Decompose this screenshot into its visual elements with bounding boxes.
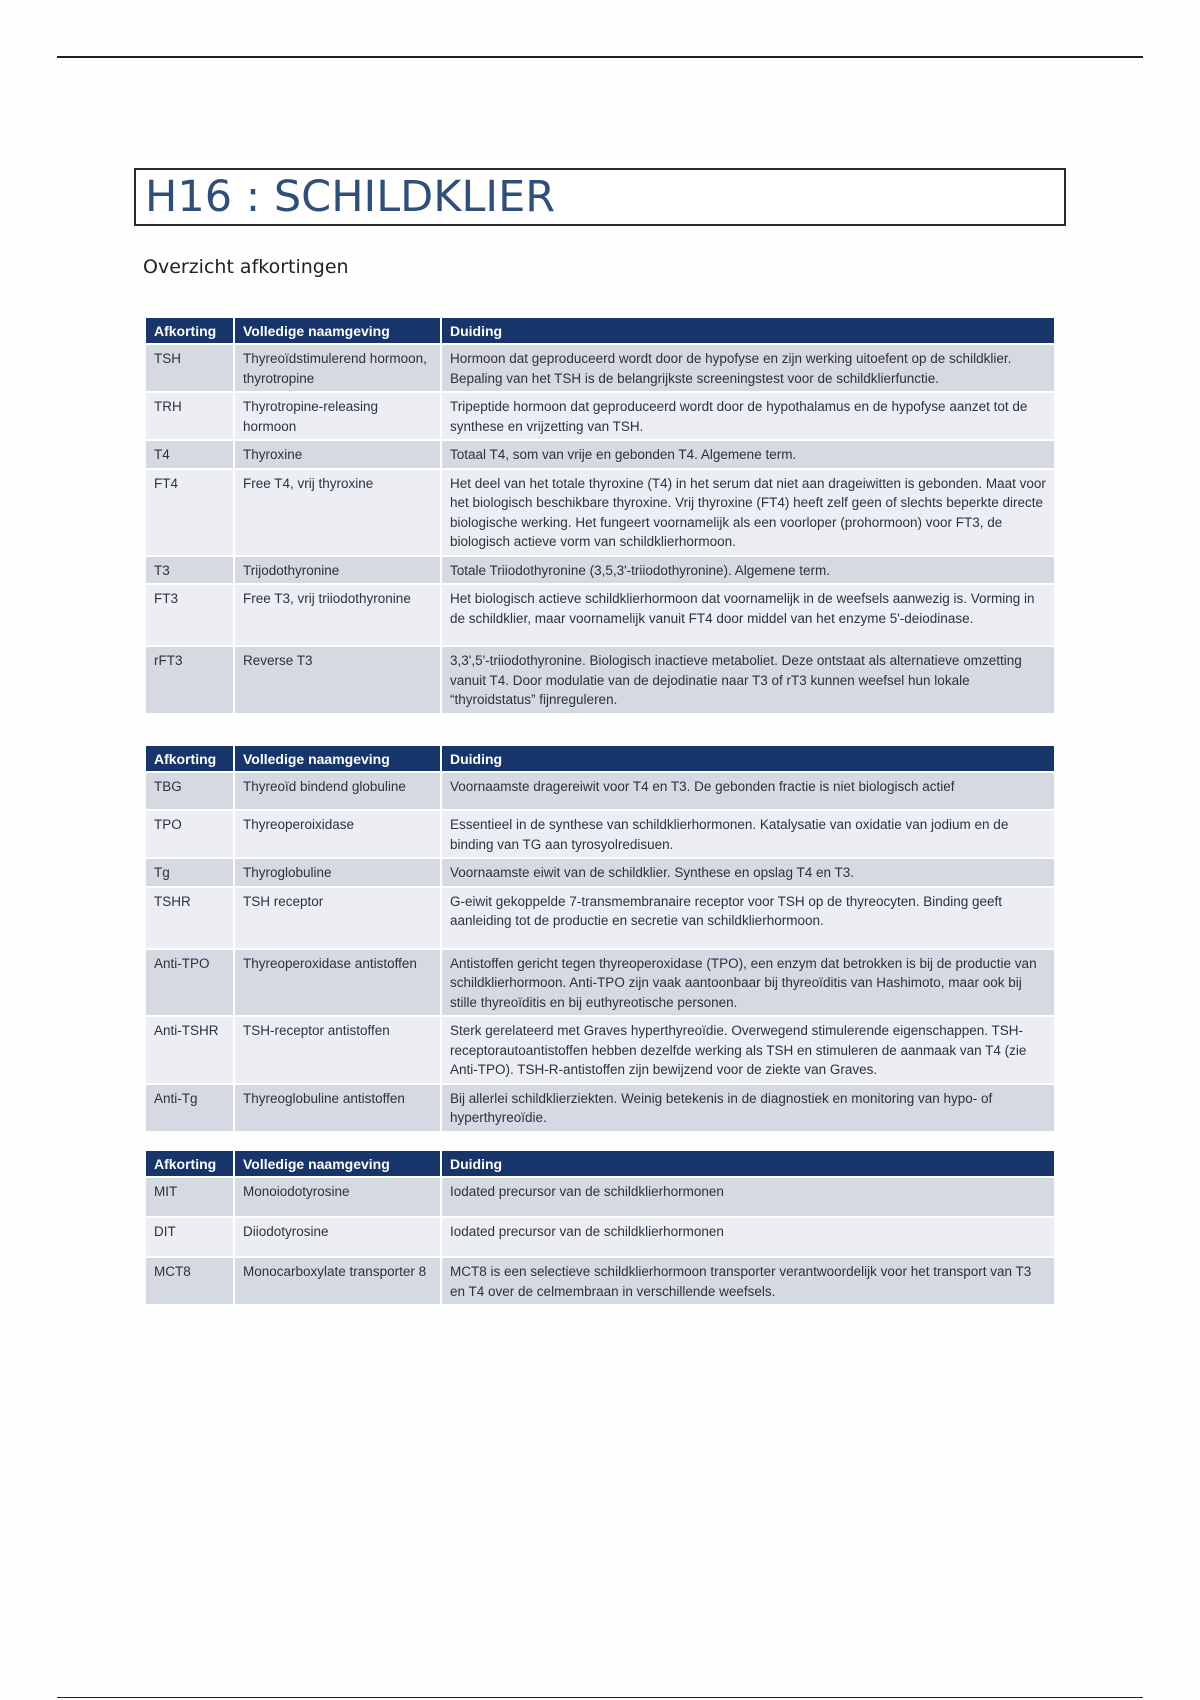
description-cell: G-eiwit gekoppelde 7-transmembranaire receptor voor TSH op de thyreocyten. Binding geeft aanleiding tot de productie en secretie van schildklierhormoon. bbox=[441, 887, 1054, 949]
description-cell: Totale Triiodothyronine (3,5,3'-triiodothyronine). Algemene term. bbox=[441, 556, 1054, 585]
table-row bbox=[146, 1177, 1054, 1217]
abbreviation-table-3 bbox=[146, 1151, 1054, 1304]
abbreviation-cell: Tg bbox=[146, 858, 234, 887]
full-name-cell: Thyroglobuline bbox=[234, 858, 441, 887]
abbreviation-cell: TBG bbox=[146, 772, 234, 810]
description-cell: Totaal T4, som van vrije en gebonden T4. Algemene term. bbox=[441, 440, 1054, 469]
table-row bbox=[146, 949, 1054, 1017]
full-name-cell: Thyreoglobuline antistoffen bbox=[234, 1084, 441, 1131]
abbreviation-cell: Anti-TSHR bbox=[146, 1016, 234, 1084]
description-cell: MCT8 is een selectieve schildklierhormoon transporter verantwoordelijk voor het transport van T3 en T4 over de celmembraan in verschillende weefsels. bbox=[441, 1257, 1054, 1304]
abbreviation-cell: TSHR bbox=[146, 887, 234, 949]
abbreviation-cell: rFT3 bbox=[146, 646, 234, 713]
description-cell: Het biologisch actieve schildklierhormoon dat voornamelijk in de weefsels aanwezig is. Vorming in de schildklier, maar voornamelijk vanuit FT4 door middel van het enzyme 5'-deiodinase. bbox=[441, 584, 1054, 646]
description-cell: Iodated precursor van de schildklierhormonen bbox=[441, 1177, 1054, 1217]
abbreviation-cell: TPO bbox=[146, 810, 234, 858]
table-row bbox=[146, 344, 1054, 392]
section-subtitle: Overzicht afkortingen bbox=[143, 256, 349, 278]
header-full-name: Volledige naamgeving bbox=[234, 746, 441, 772]
full-name-cell: Monoiodotyrosine bbox=[234, 1177, 441, 1217]
header-description: Duiding bbox=[441, 1151, 1054, 1177]
abbreviation-cell: FT3 bbox=[146, 584, 234, 646]
table-row bbox=[146, 772, 1054, 810]
full-name-cell: Trijodothyronine bbox=[234, 556, 441, 585]
header-abbreviation: Afkorting bbox=[146, 1151, 234, 1177]
full-name-cell: Free T4, vrij thyroxine bbox=[234, 469, 441, 556]
abbreviation-cell: TSH bbox=[146, 344, 234, 392]
table-row bbox=[146, 810, 1054, 858]
table-row bbox=[146, 858, 1054, 887]
full-name-cell: TSH receptor bbox=[234, 887, 441, 949]
abbreviation-table bbox=[146, 746, 1054, 1131]
table-row bbox=[146, 469, 1054, 556]
full-name-cell: Diiodotyrosine bbox=[234, 1217, 441, 1257]
table-row bbox=[146, 392, 1054, 440]
description-cell: Essentieel in de synthese van schildklierhormonen. Katalysatie van oxidatie van jodium en de binding van TG aan tyrosyolredisuen. bbox=[441, 810, 1054, 858]
full-name-cell: Thyroxine bbox=[234, 440, 441, 469]
description-cell: Voornaamste eiwit van de schildklier. Synthese en opslag T4 en T3. bbox=[441, 858, 1054, 887]
table-row bbox=[146, 887, 1054, 949]
header-full-name: Volledige naamgeving bbox=[234, 1151, 441, 1177]
header-abbreviation: Afkorting bbox=[146, 318, 234, 344]
table-row bbox=[146, 1016, 1054, 1084]
header-rule bbox=[57, 56, 1143, 58]
description-cell: Antistoffen gericht tegen thyreoperoxidase (TPO), een enzym dat betrokken is bij de productie van schildklierhormoon. Anti-TPO zijn vaak aantoonbaar bij thyreoïditis van Hashimoto, maar ook bij stille thyreoïditis en bij euthyreotische personen. bbox=[441, 949, 1054, 1017]
abbreviation-cell: Anti-Tg bbox=[146, 1084, 234, 1131]
description-cell: Hormoon dat geproduceerd wordt door de hypofyse en zijn werking uitoefent op de schildklier. Bepaling van het TSH is de belangrijkste screeningstest voor de schildklierfunctie. bbox=[441, 344, 1054, 392]
header-description: Duiding bbox=[441, 746, 1054, 772]
table-row bbox=[146, 1217, 1054, 1257]
full-name-cell: Thyreoperoxidase antistoffen bbox=[234, 949, 441, 1017]
page-title: H16 : SCHILDKLIER bbox=[145, 172, 556, 222]
description-cell: Sterk gerelateerd met Graves hyperthyreoïdie. Overwegend stimulerende eigenschappen. TSH-receptorautoantistoffen hebben dezelfde werking als TSH en stimuleren de aanmaak van T4 (zie Anti-TPO). TSH-R-antistoffen zijn bewijzend voor de ziekte van Graves. bbox=[441, 1016, 1054, 1084]
header-description: Duiding bbox=[441, 318, 1054, 344]
footer-rule bbox=[57, 1697, 1143, 1698]
full-name-cell: Monocarboxylate transporter 8 bbox=[234, 1257, 441, 1304]
abbreviation-cell: T3 bbox=[146, 556, 234, 585]
table-row bbox=[146, 1257, 1054, 1304]
full-name-cell: Thyreoïd bindend globuline bbox=[234, 772, 441, 810]
table-header-row bbox=[146, 746, 1054, 772]
description-cell: Tripeptide hormoon dat geproduceerd wordt door de hypothalamus en de hypofyse aanzet tot de synthese en vrijzetting van TSH. bbox=[441, 392, 1054, 440]
full-name-cell: Free T3, vrij triiodothyronine bbox=[234, 584, 441, 646]
full-name-cell: Thyreoperoixidase bbox=[234, 810, 441, 858]
abbreviation-table-1 bbox=[146, 318, 1054, 713]
header-abbreviation: Afkorting bbox=[146, 746, 234, 772]
description-cell: Voornaamste dragereiwit voor T4 en T3. De gebonden fractie is niet biologisch actief bbox=[441, 772, 1054, 810]
description-cell: Bij allerlei schildklierziekten. Weinig betekenis in de diagnostiek en monitoring van hypo- of hyperthyreoïdie. bbox=[441, 1084, 1054, 1131]
abbreviation-cell: Anti-TPO bbox=[146, 949, 234, 1017]
table-header-row bbox=[146, 318, 1054, 344]
table-row bbox=[146, 440, 1054, 469]
abbreviation-cell: FT4 bbox=[146, 469, 234, 556]
full-name-cell: TSH-receptor antistoffen bbox=[234, 1016, 441, 1084]
abbreviation-cell: DIT bbox=[146, 1217, 234, 1257]
abbreviation-cell: MIT bbox=[146, 1177, 234, 1217]
table-row bbox=[146, 1084, 1054, 1131]
title-box bbox=[134, 168, 1066, 226]
description-cell: Het deel van het totale thyroxine (T4) in het serum dat niet aan drageiwitten is gebonden. Maat voor het biologisch beschikbare thyroxine. Vrij thyroxine (FT4) heeft zelf geen of slechts beperkte directe biologische werking. Het fungeert voornamelijk als een voorloper (prohormoon) voor FT3, de biologisch actieve vorm van schildklierhormoon. bbox=[441, 469, 1054, 556]
table-header-row bbox=[146, 1151, 1054, 1177]
description-cell: Iodated precursor van de schildklierhormonen bbox=[441, 1217, 1054, 1257]
abbreviation-cell: TRH bbox=[146, 392, 234, 440]
table-row bbox=[146, 584, 1054, 646]
full-name-cell: Reverse T3 bbox=[234, 646, 441, 713]
description-cell: 3,3',5'-triiodothyronine. Biologisch inactieve metaboliet. Deze ontstaat als alternatieve omzetting vanuit T4. Door modulatie van de dejodinatie naar T3 of rT3 kunnen weefsel hun lokale “thyroidstatus” fijnreguleren. bbox=[441, 646, 1054, 713]
abbreviation-cell: T4 bbox=[146, 440, 234, 469]
abbreviation-table bbox=[146, 1151, 1054, 1304]
abbreviation-cell: MCT8 bbox=[146, 1257, 234, 1304]
header-full-name: Volledige naamgeving bbox=[234, 318, 441, 344]
full-name-cell: Thyreoïdstimulerend hormoon, thyrotropine bbox=[234, 344, 441, 392]
full-name-cell: Thyrotropine-releasing hormoon bbox=[234, 392, 441, 440]
table-row bbox=[146, 646, 1054, 713]
abbreviation-table-2 bbox=[146, 746, 1054, 1131]
table-row bbox=[146, 556, 1054, 585]
abbreviation-table bbox=[146, 318, 1054, 713]
